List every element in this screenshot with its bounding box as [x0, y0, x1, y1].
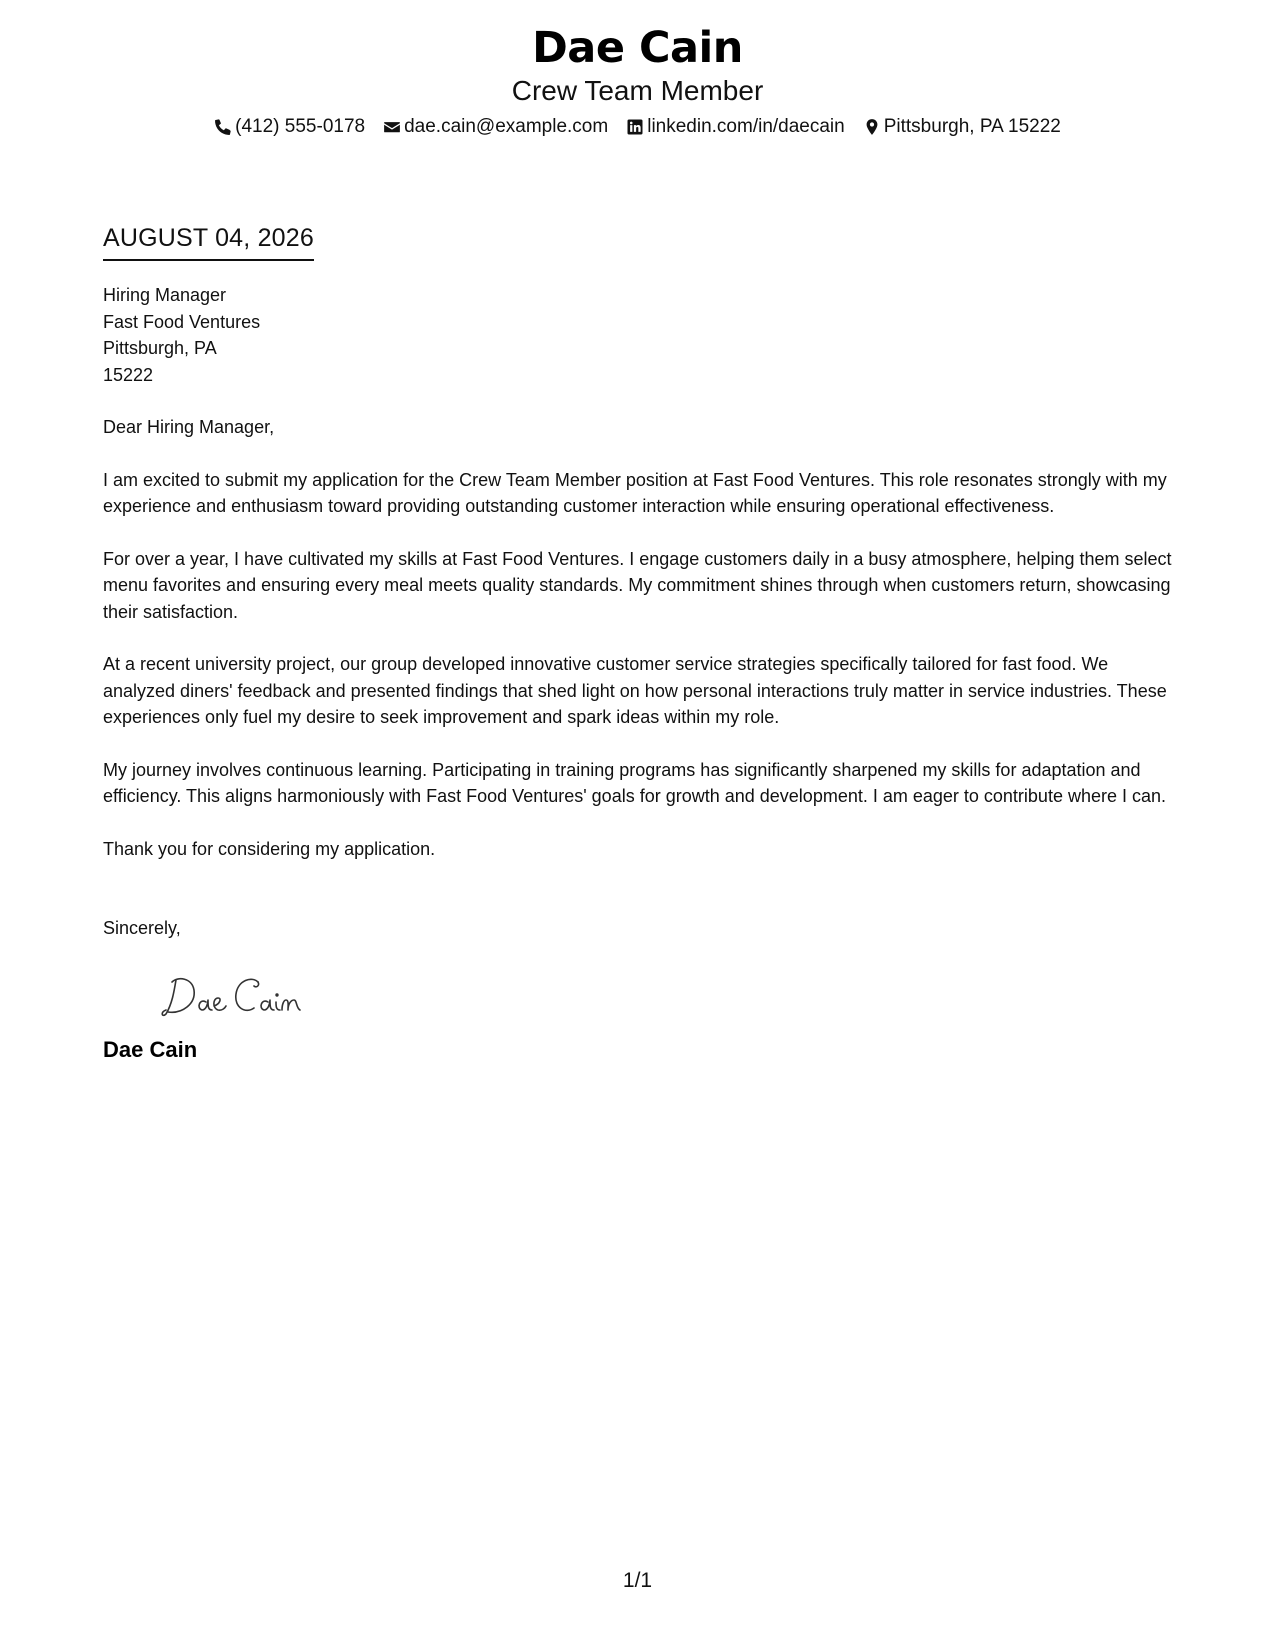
- location-text: Pittsburgh, PA 15222: [883, 116, 1061, 137]
- contact-linkedin[interactable]: [626, 115, 845, 139]
- phone-text: (412) 555-0178: [235, 116, 366, 137]
- letter-body: [103, 222, 1183, 1064]
- body-paragraph: At a recent university project, our group developed innovative customer service strategies specifically tailored for fast food. We analyzed diners' feedback and presented findings that shed light on how personal interactions truly matter in service industries. These experiences only fuel my desire to seek improvement and spark ideas within my role.: [103, 654, 1167, 727]
- email-text: dae.cain@example.com: [404, 116, 609, 137]
- recipient-line: 15222: [103, 364, 154, 385]
- envelope-icon: [383, 118, 401, 136]
- applicant-name: Dae Cain: [532, 23, 743, 73]
- page-number: 1/1: [622, 1569, 653, 1592]
- linkedin-text: linkedin.com/in/daecain: [647, 116, 845, 137]
- letter-header: [0, 22, 1275, 139]
- recipient-line: Fast Food Ventures: [103, 311, 261, 332]
- recipient-line: Hiring Manager: [103, 285, 227, 305]
- recipient-block: [103, 282, 1183, 388]
- body-paragraph: Thank you for considering my application.: [103, 838, 436, 859]
- body-paragraph: For over a year, I have cultivated my skills at Fast Food Ventures. I engage customers daily in a busy atmosphere, helping them select menu favorites and ensuring every meal meets quality standards. My commitment shines through when customers return, showcasing their satisfaction.: [103, 548, 1172, 622]
- contact-phone: [214, 115, 365, 139]
- phone-icon: [214, 118, 232, 136]
- signer-name: Dae Cain: [103, 1036, 198, 1062]
- contact-email[interactable]: [383, 115, 608, 139]
- closing: Sincerely,: [103, 918, 181, 938]
- handwritten-signature: [158, 964, 1183, 1034]
- body-paragraph: My journey involves continuous learning. Participating in training programs has significantly sharpened my skills for adaptation and efficiency. This aligns harmoniously with Fast Food Ventures' goals for growth and development. I am eager to contribute where I can.: [103, 759, 1167, 806]
- greeting: Dear Hiring Manager,: [103, 417, 275, 437]
- letter-date: AUGUST 04, 2026: [103, 222, 314, 261]
- body-paragraph: I am excited to submit my application for the Crew Team Member position at Fast Food Ventures. This role resonates strongly with my experience and enthusiasm toward providing outstanding customer interaction while ensuring operational effectiveness.: [103, 469, 1167, 516]
- linkedin-icon: [626, 118, 644, 136]
- contact-bar: [0, 115, 1275, 139]
- applicant-title: Crew Team Member: [511, 75, 764, 106]
- contact-location: [863, 115, 1061, 139]
- recipient-line: Pittsburgh, PA: [103, 338, 217, 358]
- location-pin-icon: [863, 118, 881, 136]
